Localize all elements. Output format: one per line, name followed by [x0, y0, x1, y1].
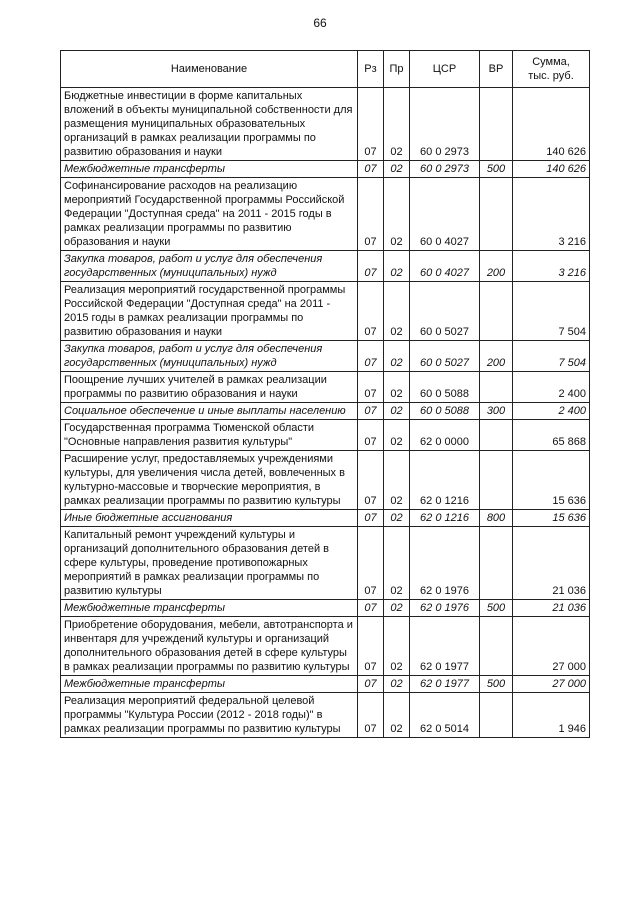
cell-vr: 300 — [480, 403, 513, 420]
cell-name: Бюджетные инвестиции в форме капитальных вложений в объекты муниципальной собственности для размещения муниципальных образовательных организаций в рамках реализации программы по развитию образования и науки — [61, 88, 358, 161]
cell-name: Межбюджетные трансферты — [61, 676, 358, 693]
cell-csr: 62 0 1976 — [410, 527, 480, 600]
cell-sum: 1 946 — [513, 693, 590, 738]
table-row — [61, 600, 590, 617]
cell-rz: 07 — [358, 527, 384, 600]
cell-pr: 02 — [384, 693, 410, 738]
table-row — [61, 178, 590, 251]
table-row — [61, 88, 590, 161]
cell-name: Государственная программа Тюменской области "Основные направления развития культуры" — [61, 420, 358, 451]
cell-pr: 02 — [384, 600, 410, 617]
cell-rz: 07 — [358, 451, 384, 510]
cell-rz: 07 — [358, 88, 384, 161]
table-row — [61, 282, 590, 341]
cell-sum: 3 216 — [513, 178, 590, 251]
budget-table — [60, 50, 590, 738]
cell-pr: 02 — [384, 372, 410, 403]
cell-rz: 07 — [358, 178, 384, 251]
cell-sum: 7 504 — [513, 282, 590, 341]
cell-sum: 7 504 — [513, 341, 590, 372]
cell-rz: 07 — [358, 282, 384, 341]
cell-pr: 02 — [384, 282, 410, 341]
cell-pr: 02 — [384, 251, 410, 282]
cell-rz: 07 — [358, 420, 384, 451]
cell-pr: 02 — [384, 617, 410, 676]
cell-name: Межбюджетные трансферты — [61, 600, 358, 617]
cell-csr: 62 0 1976 — [410, 600, 480, 617]
cell-pr: 02 — [384, 420, 410, 451]
header-sum — [513, 51, 590, 88]
header-rz: Рз — [358, 51, 384, 88]
cell-name: Иные бюджетные ассигнования — [61, 510, 358, 527]
cell-csr: 60 0 4027 — [410, 251, 480, 282]
cell-pr: 02 — [384, 403, 410, 420]
cell-csr: 60 0 5027 — [410, 341, 480, 372]
cell-pr: 02 — [384, 527, 410, 600]
cell-name: Приобретение оборудования, мебели, автотранспорта и инвентаря для учреждений культуры и организаций дополнительного образования детей в сфере культуры в рамках реализации программы по развитию культуры — [61, 617, 358, 676]
table-row — [61, 451, 590, 510]
cell-sum: 21 036 — [513, 600, 590, 617]
cell-csr: 62 0 0000 — [410, 420, 480, 451]
cell-name: Расширение услуг, предоставляемых учреждениями культуры, для увеличения числа детей, вовлеченных в культурно-массовые и творческие мероприятия, в рамках реализации программы по развитию культуры — [61, 451, 358, 510]
cell-name: Реализация мероприятий федеральной целевой программы "Культура России (2012 - 2018 годы)" в рамках реализации программы по развитию культуры — [61, 693, 358, 738]
table-row — [61, 617, 590, 676]
cell-vr — [480, 527, 513, 600]
cell-csr: 60 0 2973 — [410, 88, 480, 161]
cell-rz: 07 — [358, 676, 384, 693]
table-row — [61, 372, 590, 403]
table-row — [61, 420, 590, 451]
header-name: Наименование — [61, 51, 358, 88]
cell-pr: 02 — [384, 451, 410, 510]
header-sum-line2: тыс. руб. — [528, 70, 574, 82]
cell-vr: 500 — [480, 161, 513, 178]
cell-csr: 60 0 5027 — [410, 282, 480, 341]
cell-rz: 07 — [358, 600, 384, 617]
cell-rz: 07 — [358, 251, 384, 282]
cell-sum: 21 036 — [513, 527, 590, 600]
cell-sum: 15 636 — [513, 451, 590, 510]
cell-sum: 140 626 — [513, 161, 590, 178]
cell-rz: 07 — [358, 341, 384, 372]
cell-vr: 200 — [480, 341, 513, 372]
header-vr: ВР — [480, 51, 513, 88]
cell-sum: 140 626 — [513, 88, 590, 161]
cell-vr — [480, 282, 513, 341]
cell-name: Поощрение лучших учителей в рамках реализации программы по развитию образования и науки — [61, 372, 358, 403]
cell-vr — [480, 88, 513, 161]
cell-sum: 15 636 — [513, 510, 590, 527]
cell-pr: 02 — [384, 161, 410, 178]
header-sum-line1: Сумма, — [532, 56, 570, 68]
cell-name: Закупка товаров, работ и услуг для обеспечения государственных (муниципальных) нужд — [61, 341, 358, 372]
table-row — [61, 693, 590, 738]
cell-vr: 200 — [480, 251, 513, 282]
cell-sum: 2 400 — [513, 403, 590, 420]
cell-name: Софинансирование расходов на реализацию мероприятий Государственной программы Российской Федерации "Доступная среда" на 2011 - 2015 годы в рамках реализации программы по развитию образования и науки — [61, 178, 358, 251]
cell-csr: 60 0 4027 — [410, 178, 480, 251]
table-row — [61, 510, 590, 527]
cell-sum: 27 000 — [513, 676, 590, 693]
page-number: 66 — [313, 16, 327, 30]
table-row — [61, 527, 590, 600]
table-row — [61, 403, 590, 420]
cell-csr: 62 0 1216 — [410, 510, 480, 527]
cell-vr: 800 — [480, 510, 513, 527]
table-header-row — [61, 51, 590, 88]
cell-rz: 07 — [358, 161, 384, 178]
cell-name: Закупка товаров, работ и услуг для обеспечения государственных (муниципальных) нужд — [61, 251, 358, 282]
cell-rz: 07 — [358, 403, 384, 420]
cell-name: Социальное обеспечение и иные выплаты населению — [61, 403, 358, 420]
cell-rz: 07 — [358, 372, 384, 403]
cell-csr: 62 0 1977 — [410, 676, 480, 693]
table-row — [61, 676, 590, 693]
cell-csr: 60 0 2973 — [410, 161, 480, 178]
cell-pr: 02 — [384, 178, 410, 251]
cell-vr: 500 — [480, 676, 513, 693]
cell-vr — [480, 372, 513, 403]
cell-csr: 60 0 5088 — [410, 403, 480, 420]
header-csr: ЦСР — [410, 51, 480, 88]
cell-vr — [480, 178, 513, 251]
cell-vr — [480, 693, 513, 738]
cell-csr: 62 0 1977 — [410, 617, 480, 676]
cell-name: Реализация мероприятий государственной программы Российской Федерации "Доступная среда" на 2011 - 2015 годы в рамках реализации программы по развитию образования и науки — [61, 282, 358, 341]
cell-vr — [480, 617, 513, 676]
cell-vr: 500 — [480, 600, 513, 617]
cell-vr — [480, 420, 513, 451]
table-row — [61, 161, 590, 178]
cell-name: Межбюджетные трансферты — [61, 161, 358, 178]
cell-pr: 02 — [384, 88, 410, 161]
cell-csr: 60 0 5088 — [410, 372, 480, 403]
cell-rz: 07 — [358, 693, 384, 738]
cell-pr: 02 — [384, 510, 410, 527]
table-row — [61, 341, 590, 372]
cell-rz: 07 — [358, 617, 384, 676]
cell-sum: 65 868 — [513, 420, 590, 451]
table-row — [61, 251, 590, 282]
cell-pr: 02 — [384, 341, 410, 372]
cell-vr — [480, 451, 513, 510]
cell-name: Капитальный ремонт учреждений культуры и организаций дополнительного образования детей в сфере культуры, проведение противопожарных мероприятий в рамках реализации программы по развитию культуры — [61, 527, 358, 600]
cell-csr: 62 0 1216 — [410, 451, 480, 510]
cell-sum: 3 216 — [513, 251, 590, 282]
cell-rz: 07 — [358, 510, 384, 527]
cell-pr: 02 — [384, 676, 410, 693]
cell-sum: 2 400 — [513, 372, 590, 403]
cell-sum: 27 000 — [513, 617, 590, 676]
cell-csr: 62 0 5014 — [410, 693, 480, 738]
header-pr: Пр — [384, 51, 410, 88]
